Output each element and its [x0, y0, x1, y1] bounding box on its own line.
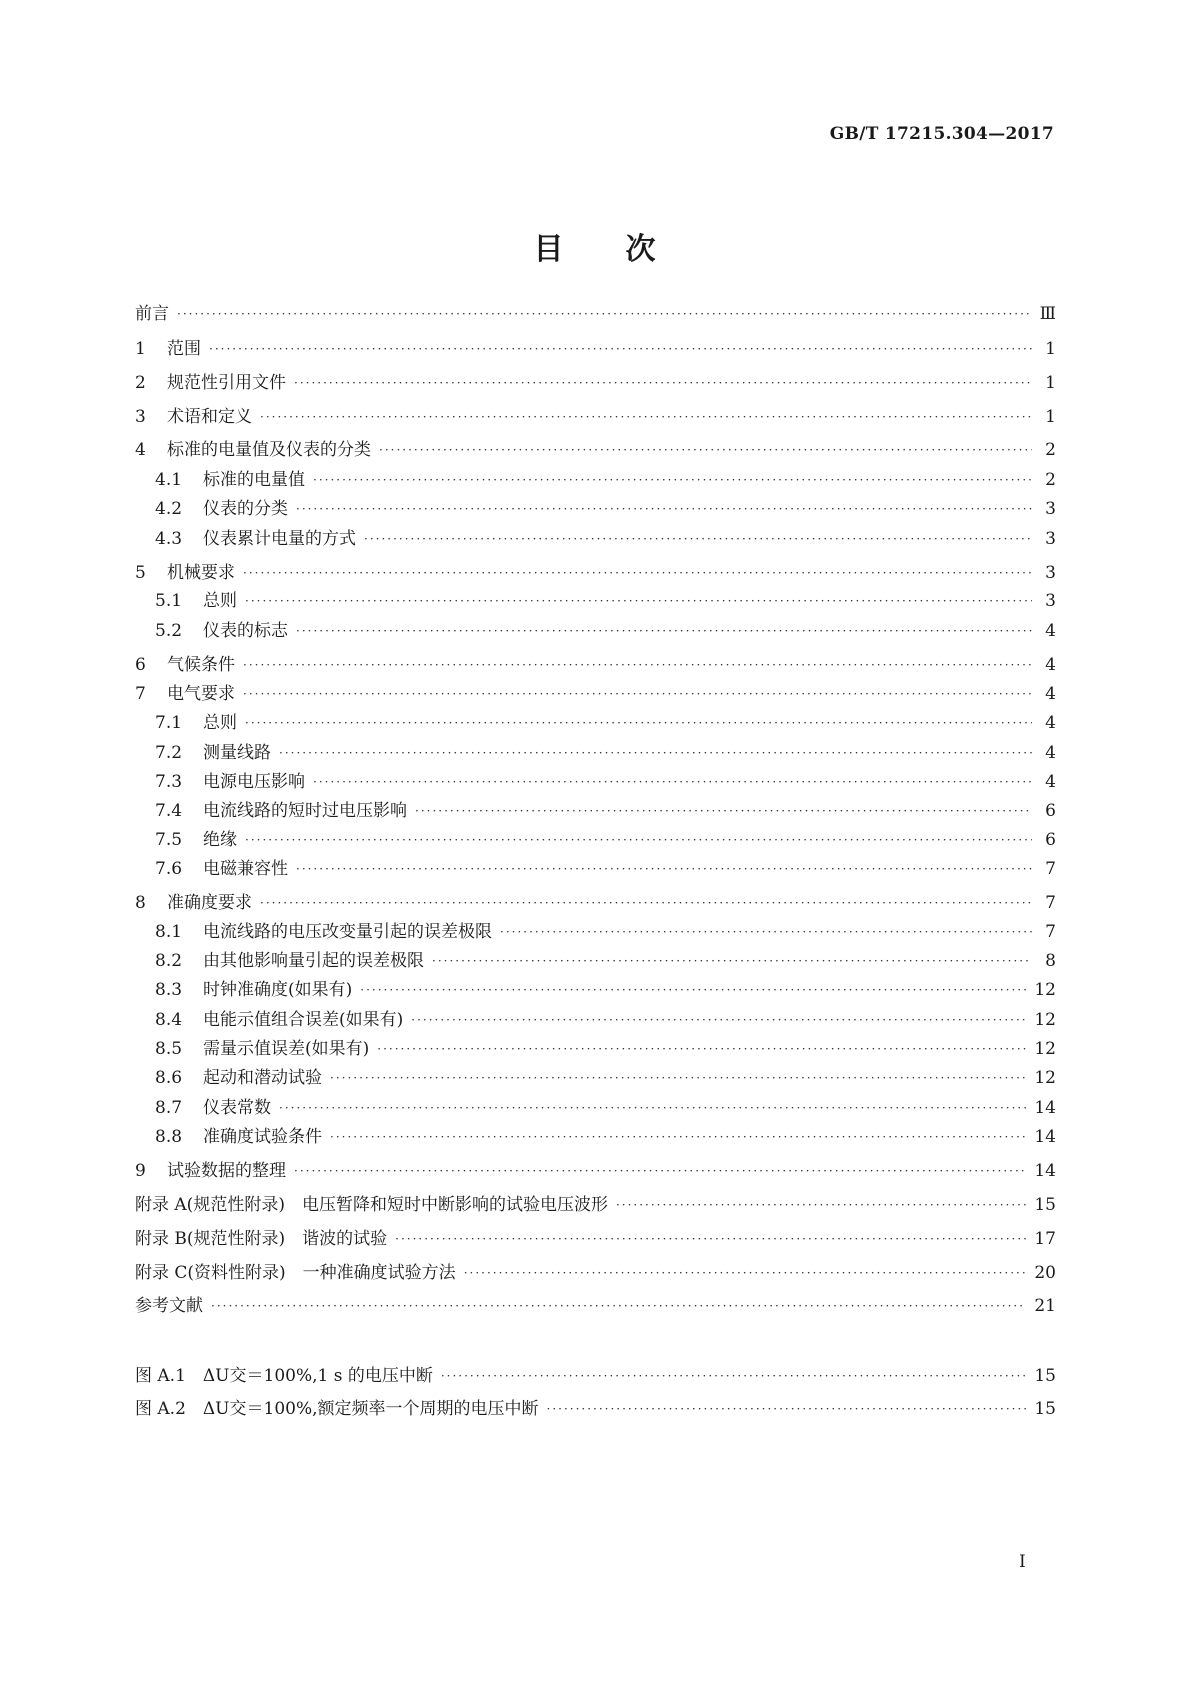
toc-entry-page: 14 [1034, 1127, 1056, 1147]
title-char-1: 目 [533, 232, 566, 267]
toc-entry[interactable] [135, 561, 1056, 585]
dot-leader [209, 337, 1032, 361]
dot-leader [411, 1008, 1026, 1032]
dot-leader [243, 682, 1032, 706]
dot-leader [330, 1066, 1026, 1090]
toc-entry-number: 8.3 [155, 980, 183, 1000]
toc-entry-number: 7.1 [155, 713, 183, 733]
toc-entry-number: 7.2 [155, 743, 183, 763]
dot-leader [296, 497, 1032, 521]
toc-entry-page: 4 [1045, 743, 1056, 763]
title-char-2: 次 [625, 232, 658, 267]
toc-entry[interactable] [135, 405, 1056, 429]
toc-entry-number: 9 [135, 1161, 146, 1181]
toc-entry[interactable] [155, 920, 1056, 944]
toc-entry-label: 标准的电量值 [203, 470, 305, 490]
toc-entry-label: 总则 [203, 713, 237, 733]
toc-entry-number: 3 [135, 407, 146, 427]
toc-entry-page: 4 [1045, 621, 1056, 641]
toc-entry[interactable] [135, 1397, 1056, 1421]
toc-entry-label: 仪表的标志 [203, 621, 288, 641]
toc-entry-number: 5.2 [155, 621, 183, 641]
dot-leader [441, 1364, 1027, 1388]
dot-leader [177, 302, 1032, 326]
toc-entry-page: Ⅲ [1039, 304, 1056, 324]
toc-entry-page: 7 [1045, 893, 1056, 913]
toc-entry-page: 15 [1034, 1195, 1056, 1215]
dot-leader [279, 741, 1032, 765]
toc-entry[interactable] [135, 337, 1056, 361]
dot-leader [245, 828, 1032, 852]
toc-entry-page: 14 [1034, 1098, 1056, 1118]
toc-entry[interactable] [155, 711, 1056, 735]
toc-entry-page: 12 [1034, 980, 1056, 1000]
toc-entry-label: 电气要求 [167, 684, 235, 704]
toc-entry-page: 3 [1045, 563, 1056, 583]
toc-entry-page: 1 [1045, 373, 1056, 393]
toc-entry-number: 4.2 [155, 499, 183, 519]
toc-entry[interactable] [155, 468, 1056, 492]
toc-entry-number: 6 [135, 655, 146, 675]
toc-entry-number: 8.7 [155, 1098, 183, 1118]
toc-entry[interactable] [155, 619, 1056, 643]
toc-entry[interactable] [135, 1364, 1056, 1388]
dot-leader [330, 1125, 1026, 1149]
toc-entry-label: 附录 A(规范性附录) 电压暂降和短时中断影响的试验电压波形 [135, 1195, 608, 1215]
toc-entry-label: 测量线路 [203, 743, 271, 763]
toc-entry[interactable] [155, 1008, 1056, 1032]
toc-entry-number: 1 [135, 339, 146, 359]
toc-entry-page: 3 [1045, 591, 1056, 611]
toc-entry[interactable] [135, 438, 1056, 462]
toc-entry-page: 21 [1034, 1296, 1056, 1316]
dot-leader [296, 857, 1032, 881]
toc-entry-label: 参考文献 [135, 1296, 203, 1316]
dot-leader [211, 1294, 1026, 1318]
toc-entry-page: 4 [1045, 713, 1056, 733]
toc-entry-label: 规范性引用文件 [167, 373, 286, 393]
toc-entry-label: 术语和定义 [167, 407, 252, 427]
toc-entry-label: 电流线路的短时过电压影响 [203, 801, 407, 821]
toc-entry-number: 8 [135, 893, 146, 913]
dot-leader [245, 711, 1032, 735]
toc-entry[interactable] [135, 302, 1056, 326]
dot-leader [243, 561, 1032, 585]
toc-entry[interactable] [155, 527, 1056, 551]
toc-entry-label: 电磁兼容性 [203, 859, 288, 879]
toc-entry[interactable] [135, 1193, 1056, 1217]
toc-entry-page: 1 [1045, 339, 1056, 359]
toc-entry-number: 2 [135, 373, 146, 393]
toc-entry-label: 试验数据的整理 [167, 1161, 286, 1181]
toc-entry-number: 4.3 [155, 529, 183, 549]
toc-entry[interactable] [135, 682, 1056, 706]
toc-entry-label: 绝缘 [203, 830, 237, 850]
toc-entry[interactable] [135, 1261, 1056, 1285]
toc-entry[interactable] [155, 1037, 1056, 1061]
toc-entry-page: 15 [1034, 1399, 1056, 1419]
toc-entry-label: 准确度试验条件 [203, 1127, 322, 1147]
dot-leader [260, 891, 1032, 915]
toc-entry-label: 电流线路的电压改变量引起的误差极限 [203, 922, 492, 942]
toc-entry[interactable] [155, 1125, 1056, 1149]
dot-leader [294, 1159, 1026, 1183]
toc-entry-number: 8.4 [155, 1010, 183, 1030]
toc-entry-number: 8.8 [155, 1127, 183, 1147]
toc-entry-label: 机械要求 [167, 563, 235, 583]
toc-entry-page: 3 [1045, 499, 1056, 519]
toc-entry-page: 4 [1045, 684, 1056, 704]
toc-entry-label: 准确度要求 [167, 893, 252, 913]
dot-leader [432, 949, 1032, 973]
standard-code: GB/T 17215.304—2017 [829, 124, 1054, 144]
toc-entry-page: 20 [1034, 1263, 1056, 1283]
dot-leader [377, 1037, 1026, 1061]
toc-entry-page: 17 [1034, 1229, 1056, 1249]
toc-entry-page: 2 [1045, 470, 1056, 490]
toc-entry-page: 14 [1034, 1161, 1056, 1181]
toc-entry[interactable] [155, 828, 1056, 852]
dot-leader [379, 438, 1032, 462]
dot-leader [294, 371, 1032, 395]
dot-leader [313, 468, 1032, 492]
toc-entry-page: 12 [1034, 1068, 1056, 1088]
toc-entry-label: 仪表的分类 [203, 499, 288, 519]
toc-entry[interactable] [155, 497, 1056, 521]
toc-entry[interactable] [155, 589, 1056, 613]
dot-leader [395, 1227, 1026, 1251]
toc-entry[interactable] [135, 1159, 1056, 1183]
toc-entry-label: 起动和潜动试验 [203, 1068, 322, 1088]
toc-entry-label: 电源电压影响 [203, 772, 305, 792]
dot-leader [243, 653, 1032, 677]
toc-entry-number: 7.6 [155, 859, 183, 879]
toc-entry-label: 由其他影响量引起的误差极限 [203, 951, 424, 971]
toc-entry-label: 附录 B(规范性附录) 谐波的试验 [135, 1229, 388, 1249]
toc-entry[interactable] [135, 653, 1056, 677]
toc-entry-number: 5.1 [155, 591, 183, 611]
toc-entry[interactable] [155, 770, 1056, 794]
toc-entry[interactable] [135, 1294, 1056, 1318]
toc-entry-number: 7.4 [155, 801, 183, 821]
dot-leader [360, 978, 1026, 1002]
dot-leader [260, 405, 1032, 429]
toc-entry-label: 图 A.2 ΔU交＝100%,额定频率一个周期的电压中断 [135, 1399, 539, 1419]
toc-entry-number: 4.1 [155, 470, 183, 490]
toc-entry-label: 前言 [135, 304, 169, 324]
toc-entry-page: 12 [1034, 1010, 1056, 1030]
toc-entry-page: 15 [1034, 1366, 1056, 1386]
toc-entry-number: 5 [135, 563, 146, 583]
toc-entry-page: 4 [1045, 655, 1056, 675]
toc-entry-page: 8 [1045, 951, 1056, 971]
toc-entry-page: 4 [1045, 772, 1056, 792]
toc-entry-number: 8.1 [155, 922, 183, 942]
toc-entry-label: 范围 [167, 339, 201, 359]
toc-entry-page: 2 [1045, 440, 1056, 460]
toc-entry-label: 总则 [203, 591, 237, 611]
dot-leader [245, 589, 1032, 613]
toc-entry[interactable] [155, 799, 1056, 823]
toc-entry[interactable] [155, 978, 1056, 1002]
dot-leader [616, 1193, 1026, 1217]
toc-entry-label: 标准的电量值及仪表的分类 [167, 440, 371, 460]
toc-entry-number: 8.5 [155, 1039, 183, 1059]
toc-entry-label: 气候条件 [167, 655, 235, 675]
toc-entry-label: 仪表常数 [203, 1098, 271, 1118]
page-title [0, 224, 1191, 268]
toc-entry-number: 8.6 [155, 1068, 183, 1088]
dot-leader [547, 1397, 1027, 1421]
toc-entry-number: 7.3 [155, 772, 183, 792]
toc-entry-label: 附录 C(资料性附录) 一种准确度试验方法 [135, 1263, 456, 1283]
toc-entry[interactable] [155, 1066, 1056, 1090]
toc-entry[interactable] [135, 891, 1056, 915]
toc-entry-label: 仪表累计电量的方式 [203, 529, 356, 549]
dot-leader [364, 527, 1032, 551]
toc-entry-page: 6 [1045, 801, 1056, 821]
toc-entry[interactable] [155, 741, 1056, 765]
page-number: I [1019, 1552, 1026, 1572]
toc-entry-page: 7 [1045, 922, 1056, 942]
toc-entry-number: 4 [135, 440, 146, 460]
toc-entry[interactable] [155, 949, 1056, 973]
dot-leader [464, 1261, 1027, 1285]
toc-entry-number: 7 [135, 684, 146, 704]
toc-entry-label: 电能示值组合误差(如果有) [203, 1010, 404, 1030]
toc-entry-label: 时钟准确度(如果有) [203, 980, 353, 1000]
toc-entry-number: 8.2 [155, 951, 183, 971]
toc-entry[interactable] [135, 1227, 1056, 1251]
toc-entry-page: 12 [1034, 1039, 1056, 1059]
toc-entry-label: 图 A.1 ΔU交＝100%,1 s 的电压中断 [135, 1366, 433, 1386]
toc-entry-number: 7.5 [155, 830, 183, 850]
toc-entry[interactable] [155, 1096, 1056, 1120]
toc-entry-page: 7 [1045, 859, 1056, 879]
dot-leader [279, 1096, 1026, 1120]
toc-entry[interactable] [135, 371, 1056, 395]
toc-entry-label: 需量示值误差(如果有) [203, 1039, 370, 1059]
dot-leader [500, 920, 1032, 944]
toc-entry-page: 6 [1045, 830, 1056, 850]
toc-entry-page: 1 [1045, 407, 1056, 427]
toc-entry-page: 3 [1045, 529, 1056, 549]
dot-leader [296, 619, 1032, 643]
dot-leader [415, 799, 1032, 823]
dot-leader [313, 770, 1032, 794]
toc-entry[interactable] [155, 857, 1056, 881]
